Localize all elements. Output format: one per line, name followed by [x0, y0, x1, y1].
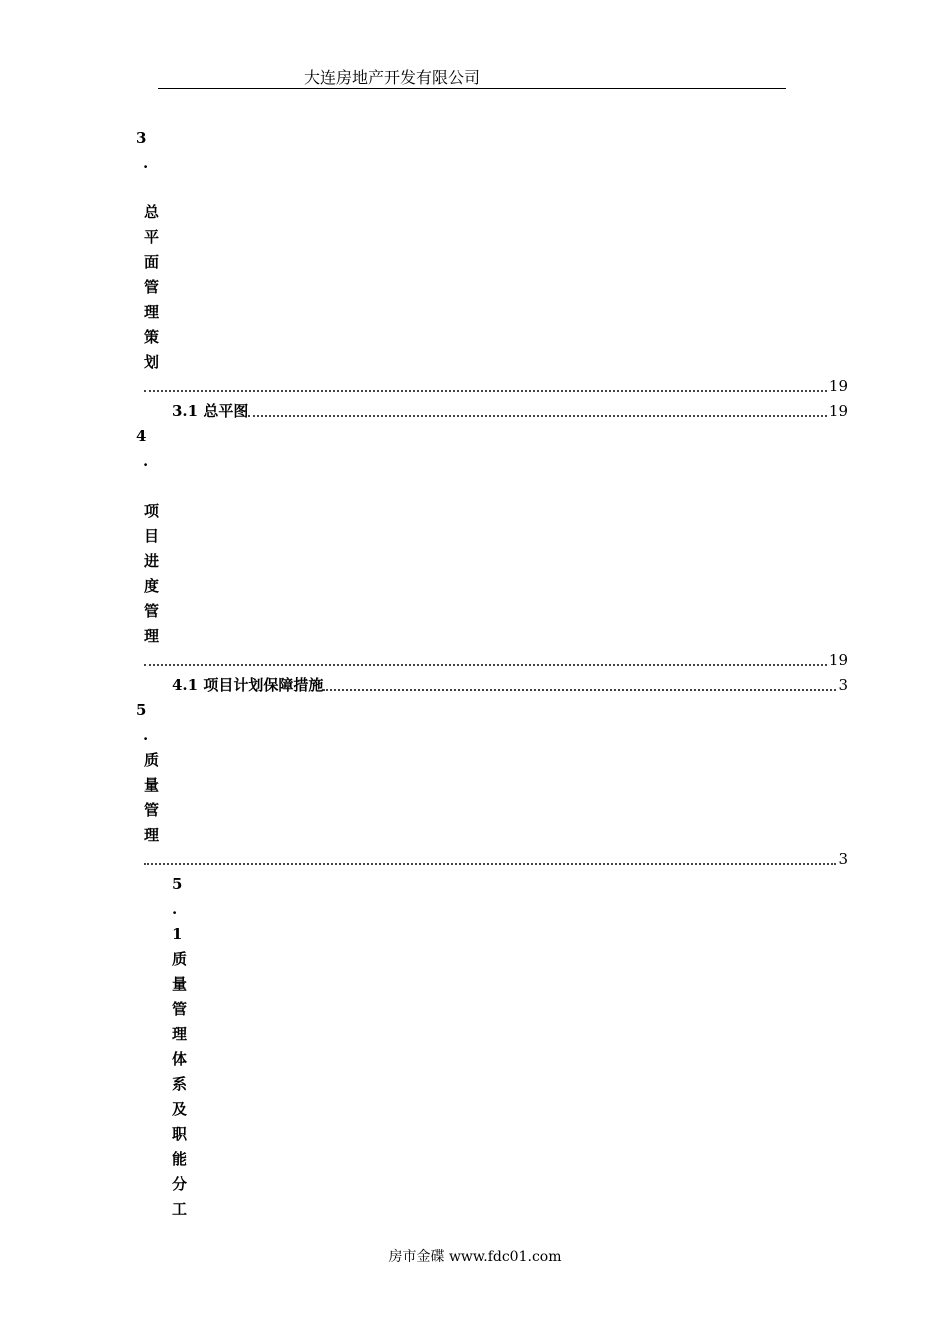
title-char: 职 [172, 1125, 188, 1143]
title-char: 质 [172, 950, 188, 968]
title-char: 量 [172, 975, 188, 993]
section-4-dot: . [143, 452, 149, 470]
section-4-number: 4 [136, 427, 147, 445]
title-char: . [172, 900, 178, 918]
page-footer: 房市金碟 www.fdc01.com [388, 1249, 562, 1265]
title-char: 目 [144, 527, 160, 545]
title-char: 5 [172, 875, 183, 893]
title-char: 管 [144, 278, 160, 296]
title-char: 体 [172, 1050, 188, 1068]
page-number: 19 [828, 377, 848, 395]
title-char: 面 [144, 253, 160, 271]
title-char: 工 [172, 1200, 188, 1218]
dot-leader [144, 862, 836, 865]
section-5-number: 5 [136, 701, 147, 719]
title-char: 度 [144, 577, 160, 595]
title-char: 理 [144, 303, 160, 321]
section-5-dot: . [143, 726, 149, 744]
title-char: 量 [144, 776, 160, 794]
toc-entry-5-1[interactable] [172, 874, 187, 1224]
dot-leader [144, 663, 827, 666]
title-char: 管 [144, 801, 160, 819]
page-number: 19 [828, 651, 848, 669]
title-char: 进 [144, 552, 160, 570]
page-number: 3 [838, 850, 848, 868]
title-char: 划 [144, 353, 160, 371]
title-char: 及 [172, 1100, 188, 1118]
title-char: 系 [172, 1075, 188, 1093]
section-3-leader[interactable] [144, 376, 848, 396]
title-char: 管 [172, 1000, 188, 1018]
section-3-dot: . [143, 154, 149, 172]
title-char: 分 [172, 1175, 188, 1193]
title-char: 理 [144, 627, 160, 645]
dot-leader [144, 389, 827, 392]
section-4-title[interactable] [144, 501, 159, 651]
page-number: 19 [828, 402, 848, 420]
section-3-number: 3 [136, 129, 147, 147]
toc-entry-3-1[interactable] [172, 401, 848, 421]
section-3-title[interactable] [144, 202, 159, 377]
section-5-title[interactable] [144, 750, 159, 850]
title-char: 项 [144, 502, 160, 520]
title-char: 管 [144, 602, 160, 620]
title-char: 总 [144, 203, 160, 221]
title-char: 质 [144, 751, 160, 769]
title-char: 理 [144, 826, 160, 844]
entry-label: 4.1 项目计划保障措施 [172, 676, 324, 694]
title-char: 1 [172, 925, 183, 943]
title-char: 策 [144, 328, 160, 346]
title-char: 平 [144, 228, 160, 246]
toc-entry-4-1[interactable] [172, 675, 848, 695]
dot-leader [323, 688, 836, 691]
section-5-leader[interactable] [144, 849, 848, 869]
title-char: 理 [172, 1025, 188, 1043]
dot-leader [248, 414, 827, 417]
section-4-leader[interactable] [144, 650, 848, 670]
page-number: 3 [838, 676, 848, 694]
company-title: 大连房地产开发有限公司 [304, 68, 481, 87]
title-char: 能 [172, 1150, 188, 1168]
entry-label: 3.1 总平图 [172, 402, 249, 420]
page-header [158, 66, 786, 89]
